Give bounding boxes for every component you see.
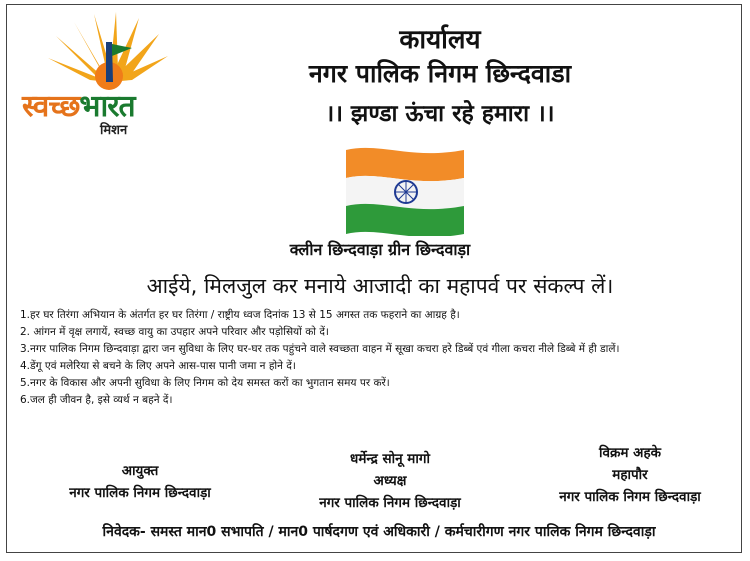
signatory-name: धर्मेन्द्र सोनू मागो [350,451,430,467]
signatory-title: आयुक्त [121,463,159,479]
indian-flag-image [340,144,470,240]
logo-wordmark [22,84,135,125]
pledge-headline: आईये, मिलजुल कर मनाये आजादी का महापर्व पर संकल्प लें। [146,274,614,298]
swachh-bharat-logo [14,12,204,138]
appeal-footer: निवेदक- समस्त मान0 सभापति / मान0 पार्षदगण एवं अधिकारी / कर्मचारीगण नगर पालिक निगम छिन्दवाड़ा [102,524,656,540]
logo-subtitle: मिशन [100,123,128,138]
logo-word-swachh: स्वच्छ [22,89,80,124]
signatory-chairman [285,448,495,514]
signatory-name: विक्रम अहके [599,445,661,461]
appeal-point: 3.नगर पालिक निगम छिन्दवाड़ा द्वारा जन सुविधा के लिए घर-घर तक पहुंचने वाले स्वच्छता वाहन में सूखा कचरा हरे डिब्बें एवं गीला कचरा नीले डिब्बे में ही डालें। [20,343,620,355]
signatory-commissioner [30,460,250,504]
appeal-point: 5.नगर के विकास और अपनी सुविधा के लिए निगम को देय समस्त करों का भुगतान समय पर करें। [20,377,390,389]
logo-word-bharat: भारत [79,89,135,124]
appeal-points-list [20,308,738,410]
appeal-point: 1.हर घर तिरंगा अभियान के अंतर्गत हर घर तिरंगा / राष्ट्रीय ध्वज दिनांक 13 से 15 अगस्त तक फहराने का आग्रह है। [20,309,460,321]
signatory-mayor [520,442,740,508]
clean-green-tagline: क्लीन छिन्दवाड़ा ग्रीन छिन्दवाड़ा [289,240,471,259]
signatory-org: नगर पालिक निगम छिन्दवाड़ा [559,489,701,505]
appeal-point: 2. आंगन में वृक्ष लगायें, स्वच्छ वायु का उपहार अपने परिवार और पड़ोसियों को दें। [20,326,329,338]
appeal-point: 6.जल ही जीवन है, इसे व्यर्थ न बहने दें। [20,394,173,406]
signatory-org: नगर पालिक निगम छिन्दवाड़ा [319,495,461,511]
appeal-point: 4.डेंगू एवं मलेरिया से बचने के लिए अपने आस-पास पानी जमा न होने दें। [20,360,296,372]
office-title: कार्यालय [399,25,481,55]
signatory-title: महापौर [612,467,648,483]
signatory-title: अध्यक्ष [373,473,407,489]
signatory-org: नगर पालिक निगम छिन्दवाड़ा [69,485,211,501]
corporation-name: नगर पालिक निगम छिन्दवाडा [308,59,572,88]
slogan: ।। झण्डा ऊंचा रहे हमारा ।। [325,101,555,127]
sun-burst-icon [14,12,204,92]
